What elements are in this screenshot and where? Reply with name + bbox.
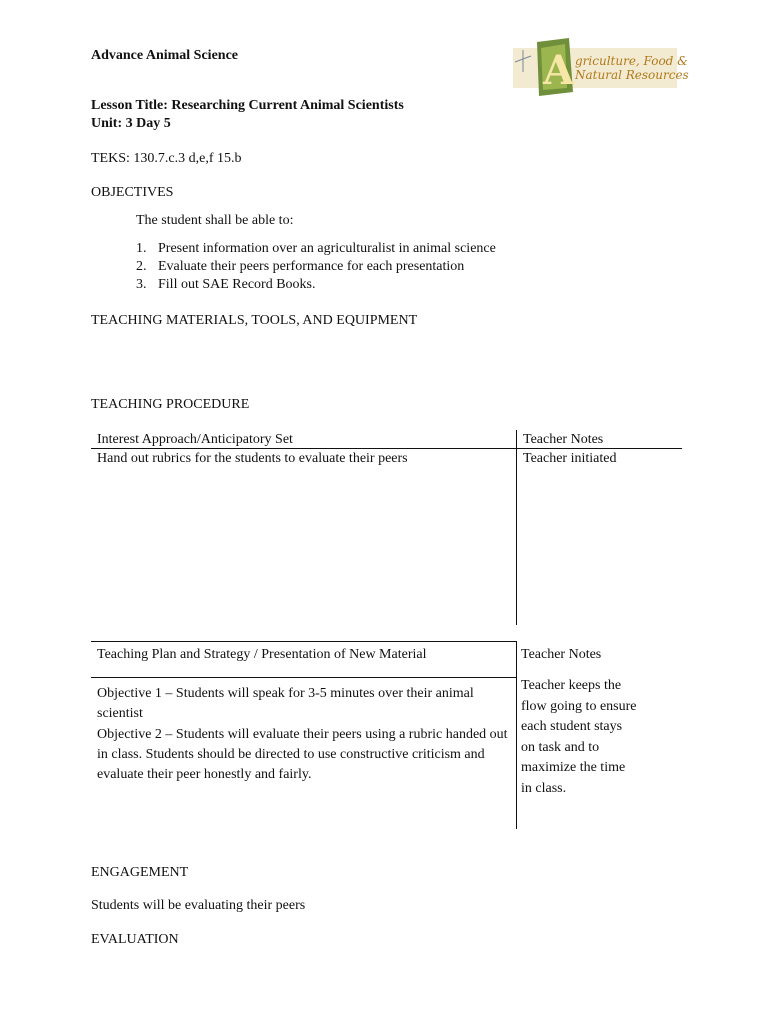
unit-label: Unit: 3 Day 5 (91, 116, 171, 131)
table1-column-divider (516, 430, 517, 625)
table2-col2-header: Teacher Notes (521, 647, 602, 662)
table1-col1-body: Hand out rubrics for the students to evaluate their peers (97, 451, 408, 466)
evaluation-heading: EVALUATION (91, 932, 179, 947)
table2-teacher-notes: Teacher keeps the flow going to ensure each student stays on task and to maximize the time in class. (521, 678, 637, 796)
engagement-body: Students will be evaluating their peers (91, 898, 306, 913)
objective-item: 1. Present information over an agriculturalist in animal science (136, 241, 496, 256)
course-title: Advance Animal Science (91, 48, 238, 63)
table2-objective-1: Objective 1 – Students will speak for 3-5 minutes over their animal scientist (97, 686, 474, 721)
agriculture-logo (505, 38, 689, 96)
engagement-heading: ENGAGEMENT (91, 865, 189, 880)
logo-letter: A (543, 47, 575, 94)
objective-item: 3. Fill out SAE Record Books. (136, 277, 316, 292)
objective-item: 2. Evaluate their peers performance for each presentation (136, 259, 465, 274)
table2-objective-2: Objective 2 – Students will evaluate their peers using a rubric handed out in class. Students should be directed to use constructive criticism and evaluate their peer honestly and fairly. (97, 727, 508, 782)
table2-col1-header: Teaching Plan and Strategy / Presentation of New Material (97, 647, 427, 662)
table1-col1-header: Interest Approach/Anticipatory Set (97, 432, 293, 447)
table1-col2-body: Teacher initiated (523, 451, 617, 466)
logo-text-line1: griculture, Food & (575, 54, 688, 68)
lesson-title: Lesson Title: Researching Current Animal Scientists (91, 98, 404, 113)
table2-header-rule (91, 677, 517, 678)
teks-line: TEKS: 130.7.c.3 d,e,f 15.b (91, 151, 242, 166)
objectives-heading: OBJECTIVES (91, 185, 174, 200)
objectives-intro: The student shall be able to: (136, 213, 294, 228)
table1-col2-header: Teacher Notes (523, 432, 604, 447)
logo-text-line2: Natural Resources (575, 68, 689, 82)
table2-column-divider (516, 641, 517, 829)
table2-top-rule (91, 641, 517, 642)
objectives-list (136, 240, 496, 294)
procedure-heading: TEACHING PROCEDURE (91, 397, 250, 412)
materials-heading: TEACHING MATERIALS, TOOLS, AND EQUIPMENT (91, 313, 418, 328)
